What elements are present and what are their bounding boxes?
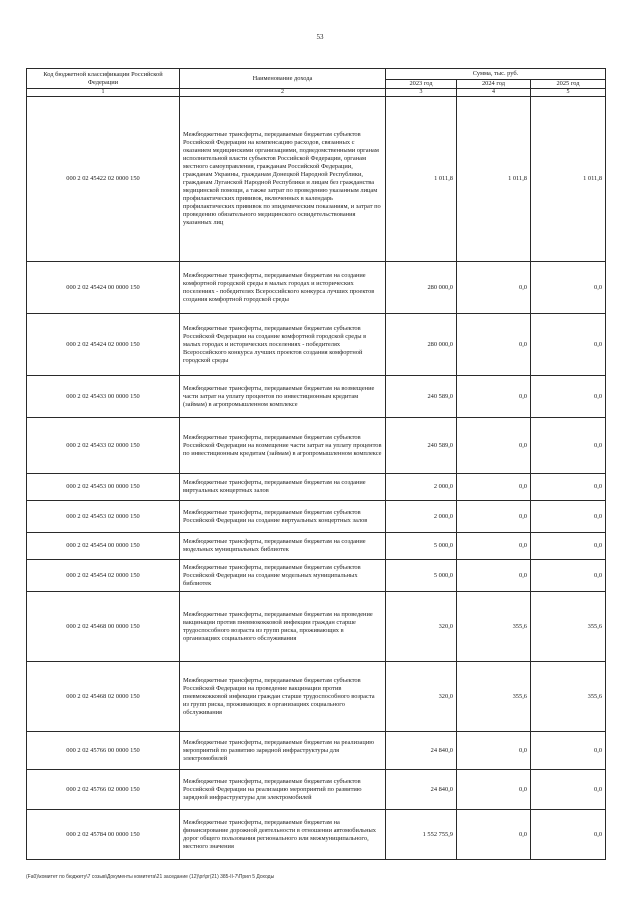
revenue-name: Межбюджетные трансферты, передаваемые бюджетам на создание модельных муниципальных библиотек <box>180 533 386 560</box>
budget-code: 000 2 02 45433 02 0000 150 <box>27 418 180 474</box>
revenue-name: Межбюджетные трансферты, передаваемые бюджетам на проведение вакцинации против пневмококковой инфекции граждан старше трудоспособного возраста из групп риска, проживающих в организациях социального обслуживания <box>180 592 386 662</box>
budget-code: 000 2 02 45433 00 0000 150 <box>27 376 180 418</box>
budget-code: 000 2 02 45766 00 0000 150 <box>27 732 180 770</box>
amount-2025: 1 011,8 <box>531 97 606 262</box>
table-row <box>27 732 606 770</box>
budget-code: 000 2 02 45454 02 0000 150 <box>27 560 180 592</box>
amount-2025: 0,0 <box>531 376 606 418</box>
amount-2024: 0,0 <box>457 501 531 533</box>
file-path-footer: (Fa0)\комитет по бюджету\7 созыв\Документы комитета\21 заседание (12)\pr\pr(21) 385-II-7\Прил 5 Доходы <box>26 874 275 880</box>
budget-code: 000 2 02 45468 02 0000 150 <box>27 662 180 732</box>
amount-2025: 0,0 <box>531 501 606 533</box>
budget-code: 000 2 02 45766 02 0000 150 <box>27 770 180 810</box>
amount-2024: 0,0 <box>457 810 531 860</box>
revenue-name: Межбюджетные трансферты, передаваемые бюджетам на создание комфортной городской среды в малых городах и исторических поселениях - победителях Всероссийского конкурса лучших проектов создания комфортной городской среды <box>180 262 386 314</box>
amount-2024: 1 011,8 <box>457 97 531 262</box>
amount-2024: 0,0 <box>457 732 531 770</box>
amount-2023: 320,0 <box>386 662 457 732</box>
column-number: 1 <box>27 89 180 97</box>
amount-2024: 355,6 <box>457 592 531 662</box>
header-year-2023: 2023 год <box>386 80 457 89</box>
column-number: 5 <box>531 89 606 97</box>
budget-code: 000 2 02 45784 00 0000 150 <box>27 810 180 860</box>
revenue-table <box>26 68 606 860</box>
table-row <box>27 418 606 474</box>
amount-2024: 0,0 <box>457 262 531 314</box>
revenue-name: Межбюджетные трансферты, передаваемые бюджетам на возмещение части затрат на уплату процентов по инвестиционным кредитам (займам) в агропромышленном комплексе <box>180 376 386 418</box>
column-number: 3 <box>386 89 457 97</box>
budget-code: 000 2 02 45453 00 0000 150 <box>27 474 180 501</box>
amount-2024: 0,0 <box>457 418 531 474</box>
amount-2025: 0,0 <box>531 262 606 314</box>
amount-2024: 0,0 <box>457 474 531 501</box>
amount-2025: 0,0 <box>531 474 606 501</box>
amount-2025: 0,0 <box>531 314 606 376</box>
revenue-name: Межбюджетные трансферты, передаваемые бюджетам субъектов Российской Федерации на создание модельных муниципальных библиотек <box>180 560 386 592</box>
amount-2025: 0,0 <box>531 770 606 810</box>
table-row <box>27 810 606 860</box>
amount-2023: 1 552 755,9 <box>386 810 457 860</box>
revenue-name: Межбюджетные трансферты, передаваемые бюджетам субъектов Российской Федерации на возмещение части затрат на уплату процентов по инвестиционным кредитам (займам) в агропромышленном комплексе <box>180 418 386 474</box>
revenue-name: Межбюджетные трансферты, передаваемые бюджетам на реализацию мероприятий по развитию зарядной инфраструктуры для электромобилей <box>180 732 386 770</box>
page-number: 53 <box>316 33 324 41</box>
amount-2023: 24 840,0 <box>386 770 457 810</box>
budget-code: 000 2 02 45454 00 0000 150 <box>27 533 180 560</box>
amount-2024: 0,0 <box>457 770 531 810</box>
header-year-2025: 2025 год <box>531 80 606 89</box>
amount-2023: 2 000,0 <box>386 474 457 501</box>
amount-2023: 1 011,8 <box>386 97 457 262</box>
revenue-name: Межбюджетные трансферты, передаваемые бюджетам субъектов Российской Федерации на реализацию мероприятий по развитию зарядной инфраструктуры для электромобилей <box>180 770 386 810</box>
table-row <box>27 262 606 314</box>
amount-2023: 2 000,0 <box>386 501 457 533</box>
column-number: 4 <box>457 89 531 97</box>
amount-2024: 0,0 <box>457 376 531 418</box>
amount-2023: 320,0 <box>386 592 457 662</box>
header-code: Код бюджетной классификации Российской Федерации <box>27 69 180 89</box>
revenue-name: Межбюджетные трансферты, передаваемые бюджетам субъектов Российской Федерации на создание виртуальных концертных залов <box>180 501 386 533</box>
amount-2023: 5 000,0 <box>386 560 457 592</box>
amount-2023: 280 000,0 <box>386 262 457 314</box>
revenue-name: Межбюджетные трансферты, передаваемые бюджетам субъектов Российской Федерации на компенсацию расходов, связанных с оказанием медицинскими организациями, подведомственными органам исполнительной власти субъектов Российской Федерации, органам местного самоуправления, гражданам Российской Федерации, гражданам Украины, гражданам Донецкой Народной Республики, гражданам Луганской Народной Республики и лицам без гражданства медицинской помощи, а также затрат по проведению указанным лицам профилактических прививок, включенных в календарь профилактических прививок по эпидемическим показаниям, и затрат по проведению обязательного медицинского освидетельствования указанных лиц <box>180 97 386 262</box>
column-number: 2 <box>180 89 386 97</box>
amount-2023: 240 589,0 <box>386 376 457 418</box>
amount-2025: 0,0 <box>531 533 606 560</box>
amount-2023: 24 840,0 <box>386 732 457 770</box>
amount-2024: 355,6 <box>457 662 531 732</box>
table-row <box>27 662 606 732</box>
table-row <box>27 770 606 810</box>
table-row <box>27 97 606 262</box>
amount-2025: 0,0 <box>531 732 606 770</box>
amount-2025: 0,0 <box>531 560 606 592</box>
table-row <box>27 533 606 560</box>
amount-2025: 355,6 <box>531 592 606 662</box>
header-sum: Сумма, тыс. руб. <box>386 69 606 80</box>
budget-code: 000 2 02 45468 00 0000 150 <box>27 592 180 662</box>
table-row <box>27 474 606 501</box>
amount-2023: 5 000,0 <box>386 533 457 560</box>
table-row <box>27 314 606 376</box>
amount-2023: 280 000,0 <box>386 314 457 376</box>
amount-2025: 0,0 <box>531 810 606 860</box>
amount-2025: 0,0 <box>531 418 606 474</box>
amount-2024: 0,0 <box>457 314 531 376</box>
budget-code: 000 2 02 45424 00 0000 150 <box>27 262 180 314</box>
table-row <box>27 376 606 418</box>
table-row <box>27 560 606 592</box>
revenue-name: Межбюджетные трансферты, передаваемые бюджетам субъектов Российской Федерации на проведение вакцинации против пневмококковой инфекции граждан старше трудоспособного возраста из групп риска, проживающих в организациях социального обслуживания <box>180 662 386 732</box>
amount-2023: 240 589,0 <box>386 418 457 474</box>
budget-code: 000 2 02 45453 02 0000 150 <box>27 501 180 533</box>
table-row <box>27 592 606 662</box>
revenue-name: Межбюджетные трансферты, передаваемые бюджетам на создание виртуальных концертных залов <box>180 474 386 501</box>
budget-code: 000 2 02 45422 02 0000 150 <box>27 97 180 262</box>
revenue-name: Межбюджетные трансферты, передаваемые бюджетам на финансирование дорожной деятельности в отношении автомобильных дорог общего пользования регионального или межмуниципального, местного значения <box>180 810 386 860</box>
amount-2024: 0,0 <box>457 533 531 560</box>
amount-2025: 355,6 <box>531 662 606 732</box>
amount-2024: 0,0 <box>457 560 531 592</box>
header-name: Наименование дохода <box>180 69 386 89</box>
header-year-2024: 2024 год <box>457 80 531 89</box>
revenue-name: Межбюджетные трансферты, передаваемые бюджетам субъектов Российской Федерации на создание комфортной городской среды в малых городах и исторических поселениях - победителях Всероссийского конкурса лучших проектов создания комфортной городской среды <box>180 314 386 376</box>
column-numbers-row <box>27 89 606 97</box>
table-row <box>27 501 606 533</box>
budget-code: 000 2 02 45424 02 0000 150 <box>27 314 180 376</box>
